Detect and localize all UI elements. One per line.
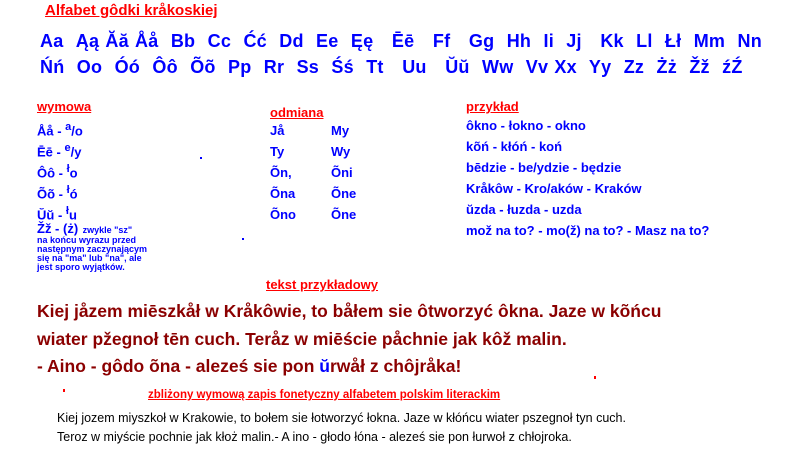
stray-dot bbox=[242, 238, 244, 240]
zblizony-heading: zbliżony wymową zapis fonetyczny alfabetem polskim literackim bbox=[148, 389, 501, 401]
zz-note-first: zwykle "sz" bbox=[82, 225, 133, 235]
wymowa-row: Õõ - $^ł$ó bbox=[37, 184, 78, 202]
zz-main: Žž - (ż) bbox=[37, 221, 79, 236]
wymowa-row: Ôô - $^ł$o bbox=[37, 163, 78, 181]
przyklad-list bbox=[466, 115, 709, 241]
wymowa-row: Ŭŭ - $^ł$u bbox=[37, 205, 77, 223]
wymowa-list bbox=[37, 117, 83, 222]
przyklad-line: bēdzie - be/ydzie - będzie bbox=[466, 160, 622, 175]
przyklad-line: mož na to? - mo(ž) na to? - Masz na to? bbox=[466, 223, 710, 238]
przyklad-line: Kråkôw - Kro/aków - Kraków bbox=[466, 181, 642, 196]
odmiana-right: My Wy Õni Õne Õne bbox=[331, 123, 357, 222]
alphabet-row-2: Ńń Oo Óó Ôô Õõ Pp Rr Ss Śś Tt Uu Ŭŭ Ww Vv Xx Yy Zz Żż Žž źŹ bbox=[40, 57, 743, 77]
zz-note-line: na końcu wyrazu przed bbox=[37, 235, 137, 245]
przyklad-heading: przykład bbox=[466, 99, 519, 114]
sample-line-2: wiater pžegnoł tēn cuch. Teråz w miēście påchnie jak kôž malin. bbox=[37, 329, 567, 349]
stray-dot bbox=[594, 376, 596, 379]
odmiana-left: Jå Ty Õn, Õna Õno bbox=[270, 123, 296, 222]
phonetic-line-1: Kiej jozem miyszkoł w Krakowie, to bołem sie łotworzyć łokna. Jaze w kłóńcu wiater pszegnoł tyn cuch. bbox=[57, 411, 626, 425]
stray-dot bbox=[200, 157, 202, 159]
wymowa-heading: wymowa bbox=[37, 99, 92, 114]
stray-dot bbox=[63, 389, 65, 392]
phonetic-line-2: Teroz w miyście pochnie jak kłoż malin.- A ino - głodo łóna - aleześ sie pon łurwoł z chłojroka. bbox=[57, 430, 572, 444]
sample-line-3: - Aino - gôdo õna - aleześ sie pon ŭrwåł z chôjråka! bbox=[37, 356, 462, 376]
wymowa-row: Ēē - $^e$/y bbox=[37, 142, 82, 160]
tekst-heading: tekst przykładowy bbox=[266, 277, 378, 292]
wymowa-row: Åå - $^a$/o bbox=[37, 121, 83, 139]
page-title: Alfabet gôdki kråkoskiej bbox=[45, 2, 218, 19]
zz-note bbox=[37, 222, 147, 272]
odmiana-heading: odmiana bbox=[270, 105, 324, 120]
sample-line-1: Kiej jåzem miēszkåł w Kråkôwie, to båłem sie ôtworzyć ôkna. Jaze w kõńcu bbox=[37, 301, 662, 321]
zz-note-line: następnym zaczynającym bbox=[37, 244, 148, 254]
zz-note-line: się na "ma" lub "na", ale bbox=[37, 253, 142, 263]
przyklad-line: kõń - kłóń - koń bbox=[466, 139, 563, 154]
przyklad-line: ŭzda - łuzda - uzda bbox=[466, 202, 582, 217]
przyklad-line: ôkno - łokno - okno bbox=[466, 118, 586, 133]
alphabet-row-1: Aa Ąą Ăă Åå Bb Cc Ćć Dd Ee Ęę Ēē Ff Gg Hh Ii Jj Kk Ll Łł Mm Nn bbox=[40, 31, 762, 51]
zz-note-line: jest sporo wyjątków. bbox=[37, 262, 125, 272]
